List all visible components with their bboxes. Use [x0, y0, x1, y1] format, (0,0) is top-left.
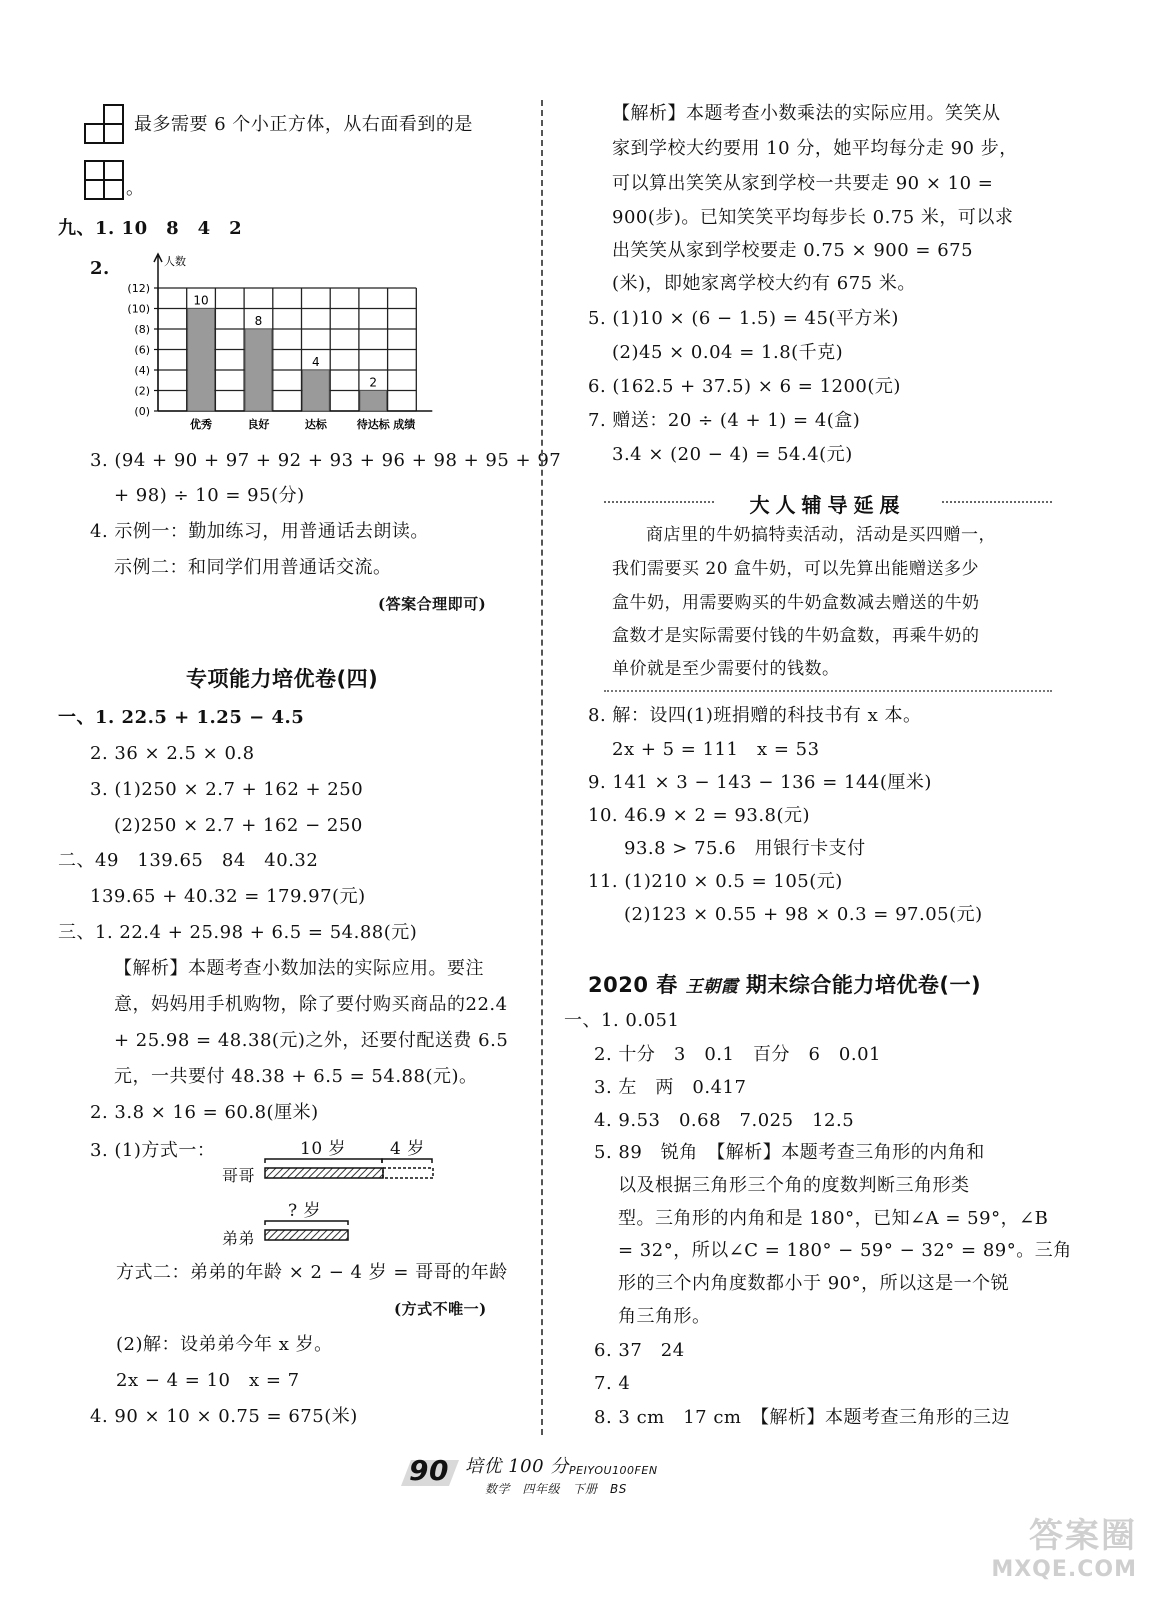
- tip-box-dash-left: [604, 501, 714, 503]
- tip-box-title: [604, 489, 1052, 517]
- line-r10: 7. 赠送：20 ÷ (4 + 1) = 4(盒): [588, 410, 861, 431]
- x-category-label: 良好: [247, 418, 270, 431]
- line-l8: 【解析】本题考查小数加法的实际应用。要注: [114, 958, 484, 979]
- line-r9: 6. (162.5 + 37.5) × 6 = 1200(元): [588, 376, 901, 397]
- s9-q3-line2: + 98) ÷ 10 = 95(分): [114, 485, 305, 506]
- tip-line-1: 商店里的牛奶搞特卖活动，活动是买四赠一，: [646, 525, 996, 545]
- seg-label-4: 4 岁: [390, 1139, 425, 1159]
- watermark-bottom: MXQE.COM: [991, 1557, 1137, 1582]
- line-l5: 二、49 139.65 84 40.32: [58, 850, 319, 871]
- footer-brand-en: PEIYOU100FEN: [569, 1464, 658, 1477]
- line-q5: 5. 89 锐角 【解析】本题考查三角形的内角和: [594, 1142, 985, 1163]
- bar-value-label: 4: [312, 355, 320, 369]
- tip-line-2: 我们需要买 20 盒牛奶，可以先算出能赠送多少: [612, 559, 979, 579]
- seg-label-10: 10 岁: [300, 1139, 347, 1159]
- line-r5: 出笑笑从家到学校要走 0.75 × 900 = 675: [612, 240, 974, 261]
- y-tick-label: (8): [134, 323, 150, 336]
- line-l10: + 25.98 = 48.38(元)之外，还要付配送费 6.5: [114, 1030, 509, 1051]
- line-l2: 2. 36 × 2.5 × 0.8: [90, 743, 255, 764]
- tip-box-title-text: 大人辅导延展: [749, 493, 906, 517]
- line-r8: (2)45 × 0.04 = 1.8(千克): [612, 342, 844, 363]
- y-tick-label: (0): [134, 405, 150, 418]
- bar-value-label: 2: [369, 375, 378, 390]
- line-q11: 6. 37 24: [594, 1340, 685, 1361]
- tip-line-5: 单价就是至少需要付的钱数。: [612, 659, 840, 679]
- line-l12: 2. 3.8 × 16 = 60.8(厘米): [90, 1102, 319, 1123]
- line-r1: 【解析】本题考查小数乘法的实际应用。笑笑从: [612, 103, 1001, 124]
- footer-brand: 培优 100 分: [465, 1456, 569, 1477]
- x-axis-label: 成绩: [393, 418, 416, 431]
- line-l18: 4. 90 × 10 × 0.75 = 675(米): [90, 1406, 358, 1427]
- line-r15: 10. 46.9 × 2 = 93.8(元): [588, 805, 811, 826]
- line-q2: 2. 十分 3 0.1 百分 6 0.01: [594, 1044, 882, 1065]
- watermark: [917, 1516, 1137, 1596]
- bar: [303, 370, 330, 411]
- watermark-top: 答案圈: [1029, 1516, 1137, 1556]
- line-l4: (2)250 × 2.7 + 162 − 250: [114, 815, 363, 836]
- x-category-label: 优秀: [190, 418, 213, 431]
- x-category-label: 待达标: [356, 418, 390, 431]
- x-category-label: 达标: [304, 418, 327, 431]
- y-tick-label: (12): [127, 282, 150, 295]
- line-q13: 8. 3 cm 17 cm 【解析】本题考查三角形的三边: [594, 1407, 1010, 1428]
- line-l11: 元，一共要付 48.38 + 6.5 = 54.88(元)。: [114, 1066, 478, 1087]
- line-r18: (2)123 × 0.55 + 98 × 0.3 = 97.05(元): [624, 904, 983, 925]
- line-l7: 三、1. 22.4 + 25.98 + 6.5 = 54.88(元): [58, 922, 418, 943]
- segment-diagram: [260, 1155, 440, 1245]
- bar: [188, 309, 215, 412]
- s9-q4-line1: 4. 示例一：勤加练习，用普通话去朗读。: [90, 521, 429, 542]
- s9-q3-line1: 3. (94 + 90 + 97 + 92 + 93 + 96 + 98 + 95 + 97: [90, 450, 562, 471]
- line-l3: 3. (1)250 × 2.7 + 162 + 250: [90, 779, 364, 800]
- footer-subtitle: 数学 四年级 下册 BS: [485, 1482, 627, 1496]
- line-r13: 2x + 5 = 111 x = 53: [612, 739, 820, 760]
- bar-value-label: 8: [254, 314, 263, 328]
- line-r12: 8. 解：设四(1)班捐赠的科技书有 x 本。: [588, 705, 922, 726]
- tip-box-dash-right: [942, 501, 1052, 503]
- y-axis-label: 人数: [164, 255, 186, 268]
- line-l13: 3. (1)方式一：: [90, 1140, 216, 1161]
- tip-line-4: 盒数才是实际需要付钱的牛奶盒数，再乘牛奶的: [612, 626, 980, 646]
- y-tick-label: (4): [134, 364, 150, 377]
- s9-note: (答案合理即可): [378, 595, 487, 613]
- bar-chart: [108, 250, 468, 435]
- line-r2: 家到学校大约要用 10 分，她平均每分走 90 步，: [612, 138, 1018, 159]
- column-divider: [541, 100, 543, 1435]
- section-title-4: 专项能力培优卷(四): [186, 667, 379, 691]
- line-r11: 3.4 × (20 − 4) = 54.4(元): [612, 444, 853, 465]
- line-l14: 方式二：弟弟的年龄 × 2 − 4 岁 = 哥哥的年龄: [116, 1262, 508, 1283]
- line-q6: 以及根据三角形三个角的度数判断三角形类: [618, 1175, 970, 1196]
- line-r14: 9. 141 × 3 − 143 − 136 = 144(厘米): [588, 772, 932, 793]
- line-r17: 11. (1)210 × 0.5 = 105(元): [588, 871, 843, 892]
- front-view-figure: [84, 104, 126, 144]
- tip-box-bottom-line: [604, 690, 1052, 692]
- line-q7: 型。三角形的内角和是 180°，已知∠A = 59°，∠B: [618, 1208, 1049, 1229]
- s9-q1: 九、1. 10 8 4 2: [58, 218, 243, 239]
- line-q4: 4. 9.53 0.68 7.025 12.5: [594, 1110, 855, 1131]
- line-l15: (方式不唯一): [394, 1300, 487, 1318]
- line-r4: 900(步)。已知笑笑平均每步长 0.75 米，可以求: [612, 207, 1014, 228]
- bar: [245, 329, 272, 411]
- y-tick-label: (10): [127, 302, 150, 316]
- page-footer: [397, 1450, 707, 1494]
- tip-line-3: 盒牛奶，用需要购买的牛奶盒数减去赠送的牛奶: [612, 593, 980, 613]
- exam-title-year: 2020 春: [588, 973, 678, 997]
- exam-title: [588, 974, 981, 998]
- line-r6: (米)，即她家离学校大约有 675 米。: [612, 273, 916, 294]
- s9-q2-number: 2.: [90, 258, 110, 279]
- right-view-figure: [84, 160, 126, 202]
- view-tail: 。: [126, 178, 145, 199]
- bar: [360, 391, 387, 412]
- y-tick-label: (2): [134, 384, 150, 398]
- seg-label-question: ? 岁: [288, 1201, 322, 1221]
- line-l1: 一、1. 22.5 + 1.25 − 4.5: [58, 707, 305, 728]
- seg-label-younger: 弟弟: [222, 1229, 256, 1248]
- y-tick-label: (6): [134, 343, 150, 357]
- seg-label-brother: 哥哥: [222, 1166, 256, 1185]
- line-q3: 3. 左 两 0.417: [594, 1077, 747, 1098]
- line-q1: 一、1. 0.051: [564, 1010, 680, 1031]
- line-l6: 139.65 + 40.32 = 179.97(元): [90, 886, 366, 907]
- line-r3: 可以算出笑笑从家到学校一共要走 90 × 10 =: [612, 173, 994, 194]
- page-number: 90: [409, 1454, 449, 1487]
- line-r7: 5. (1)10 × (6 − 1.5) = 45(平方米): [588, 308, 899, 329]
- line-q10: 角三角形。: [618, 1306, 711, 1327]
- line-l9: 意，妈妈用手机购物，除了要付购买商品的22.4: [114, 994, 508, 1015]
- s9-q4-line2: 示例二：和同学们用普通话交流。: [114, 557, 392, 578]
- line-q9: 形的三个内角度数都小于 90°，所以这是一个锐: [618, 1273, 1010, 1294]
- exam-title-brand: 王朝霞: [685, 977, 739, 997]
- line-l16: (2)解：设弟弟今年 x 岁。: [116, 1334, 333, 1355]
- view-question-text: 最多需要 6 个小正方体，从右面看到的是: [134, 114, 473, 135]
- bar-value-label: 10: [193, 293, 209, 308]
- line-l17: 2x − 4 = 10 x = 7: [116, 1370, 300, 1391]
- line-q8: = 32°，所以∠C = 180° − 59° − 32° = 89°。三角: [618, 1240, 1072, 1261]
- exam-title-name: 期末综合能力培优卷(一): [745, 973, 982, 997]
- line-r16: 93.8 > 75.6 用银行卡支付: [624, 838, 866, 859]
- line-q12: 7. 4: [594, 1373, 631, 1394]
